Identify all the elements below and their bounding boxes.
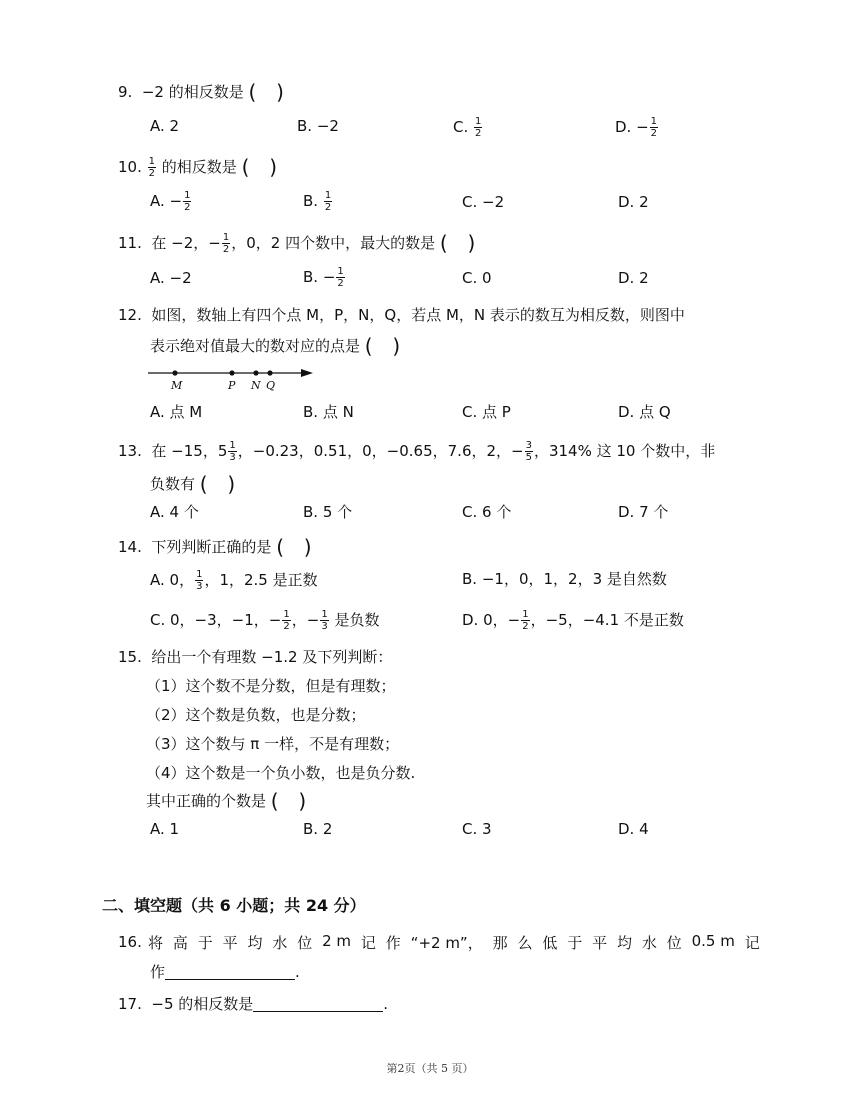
- q15-stem: 15. 给出一个有理数 −1.2 及下列判断：: [118, 648, 393, 666]
- q14-stem: 14. 下列判断正确的是 ( ): [118, 535, 312, 559]
- answer-blank[interactable]: [165, 965, 295, 980]
- q12-option-d: D. 点 Q: [618, 403, 671, 421]
- q11-option-a: A. −2: [150, 269, 192, 287]
- q13-option-d: D. 7 个: [618, 503, 669, 521]
- q11-option-d: D. 2: [618, 269, 649, 287]
- q15-item-1: （1）这个数不是分数，但是有理数；: [146, 677, 396, 695]
- q14-option-b: B. −1，0，1，2，3 是自然数: [462, 570, 667, 588]
- q15-item-4: （4）这个数是一个负小数，也是负分数.: [146, 764, 416, 782]
- q12-stem-line2: 表示绝对值最大的数对应的点是 ( ): [150, 334, 401, 358]
- q13-stem-line1: 13. 在 −15，5 $\frac{1}{3}$ ，−0.23，0.51，0，−0.65，7.6，2，− $\frac{3}{5}$ ，314% 这 10 个数中，非: [118, 440, 716, 463]
- label-p: P: [228, 379, 236, 392]
- question-number: 17.: [118, 995, 142, 1013]
- q15-option-d: D. 4: [618, 820, 649, 838]
- question-number: 13.: [118, 442, 142, 460]
- point-q: [267, 370, 272, 375]
- q12-option-a: A. 点 M: [150, 403, 203, 421]
- number-line-figure: [145, 362, 320, 394]
- q15-option-a: A. 1: [150, 820, 180, 838]
- q16-number: 16.: [118, 933, 142, 951]
- q15-option-b: B. 2: [303, 820, 333, 838]
- label-q: Q: [266, 379, 276, 392]
- q15-item-2: （2）这个数是负数，也是分数；: [146, 706, 366, 724]
- label-m: M: [171, 379, 183, 392]
- q9-stem: [118, 82, 284, 102]
- question-text: −2 的相反数是: [141, 83, 244, 101]
- q9-option-c: C. $\frac{1}{2}$: [453, 116, 482, 139]
- fraction: $\frac{1}{2}$: [475, 116, 482, 139]
- q12-option-b: B. 点 N: [303, 403, 354, 421]
- q12-stem-line1: 12. 如图，数轴上有四个点 M，P，N，Q，若点 M，N 表示的数互为相反数，则图中: [118, 306, 685, 324]
- fraction: $\frac{1}{2}$: [148, 156, 156, 179]
- answer-paren-open: (: [248, 80, 257, 104]
- q13-stem-line2: 负数有 ( ): [150, 472, 236, 496]
- point-p: [229, 370, 234, 375]
- q14-option-c: C. 0，−3，−1，− $\frac{1}{2}$ ，− $\frac{1}{3}$ 是负数: [150, 609, 380, 632]
- q9-option-d: D. − $\frac{1}{2}$: [615, 116, 658, 139]
- question-number: 12.: [118, 306, 142, 324]
- q15-ask: 其中正确的个数是 ( ): [146, 789, 307, 813]
- q10-option-d: D. 2: [618, 193, 649, 211]
- section-heading: 二、填空题（共 6 小题；共 24 分）: [102, 896, 366, 915]
- q12-option-c: C. 点 P: [462, 403, 511, 421]
- answer-paren-close: ): [276, 80, 284, 104]
- fraction: $\frac{1}{2}$: [650, 116, 658, 139]
- point-m: [172, 370, 177, 375]
- point-n: [253, 370, 258, 375]
- q10-option-b: B. $\frac{1}{2}$: [303, 190, 332, 213]
- q11-option-b: B. − $\frac{1}{2}$: [303, 266, 344, 289]
- page-footer: 第2页（共 5 页）: [386, 1062, 474, 1075]
- q14-option-a: A. 0， $\frac{1}{3}$ ，1，2.5 是正数: [150, 569, 318, 592]
- q15-item-3: （3）这个数与 π 一样，不是有理数；: [146, 735, 400, 753]
- q11-option-c: C. 0: [462, 269, 492, 287]
- q15-option-c: C. 3: [462, 820, 492, 838]
- answer-blank[interactable]: [253, 997, 383, 1012]
- q13-option-c: C. 6 个: [462, 503, 512, 521]
- question-number: 10.: [118, 158, 142, 176]
- q16-line2: 作 .: [150, 963, 300, 981]
- question-text: 的相反数是: [161, 158, 237, 176]
- question-number: 11.: [118, 234, 142, 252]
- q17-stem: 17. −5 的相反数是 .: [118, 995, 389, 1013]
- label-n: N: [251, 379, 261, 392]
- question-number: 14.: [118, 538, 142, 556]
- q9-option-b: B. −2: [297, 117, 339, 135]
- q13-option-b: B. 5 个: [303, 503, 353, 521]
- q10-option-c: C. −2: [462, 193, 505, 211]
- q16-line1: 将 高 于 平 均 水 位 2 m 记 作 “+2 m”， 那 么 低 于 平 均 水 位 0.5 m 记: [148, 932, 760, 952]
- q9-option-a: A. 2: [150, 117, 180, 135]
- q10-option-a: A. − $\frac{1}{2}$: [150, 190, 191, 213]
- q13-option-a: A. 4 个: [150, 503, 199, 521]
- q14-option-d: D. 0，− $\frac{1}{2}$ ，−5，−4.1 不是正数: [462, 609, 684, 632]
- q10-stem: 10. $\frac{1}{2}$ 的相反数是 ( ): [118, 155, 277, 179]
- question-number: 9.: [118, 83, 133, 101]
- q11-stem: 11. 在 −2，− $\frac{1}{2}$ ，0，2 四个数中，最大的数是 ( ): [118, 231, 476, 255]
- question-number: 15.: [118, 648, 142, 666]
